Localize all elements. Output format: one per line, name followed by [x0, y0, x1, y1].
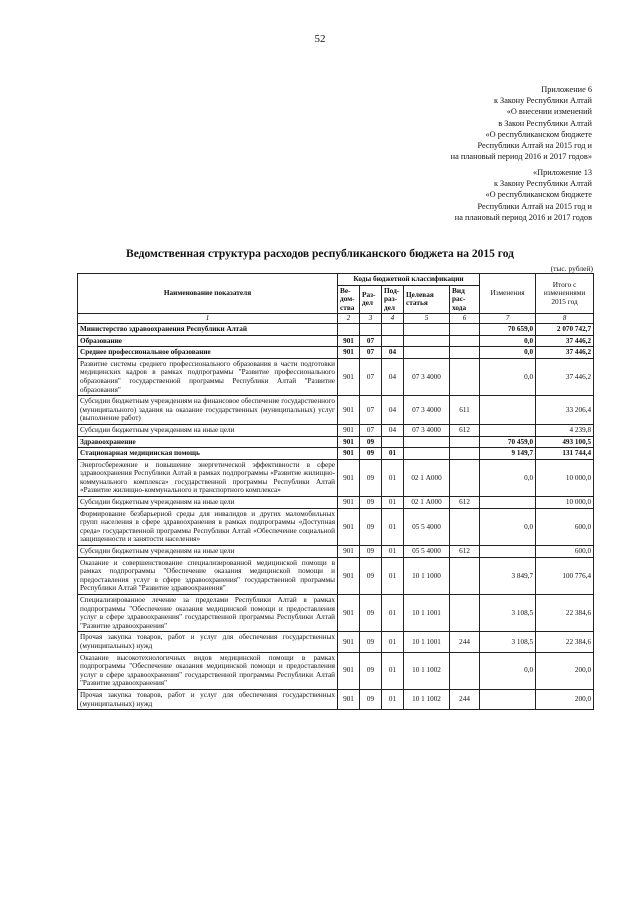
cell-name: Субсидии бюджетным учреждениям на иные цели [78, 424, 338, 436]
cell-razdel: 09 [360, 459, 382, 496]
cell-name: Стационарная медицинская помощь [78, 448, 338, 460]
appendix-line: «О внесении изменений [506, 107, 592, 117]
cell-expense-type: 612 [450, 424, 480, 436]
cell-total: 600,0 [536, 546, 594, 558]
document-title: Ведомственная структура расходов республиканского бюджета на 2015 год [126, 248, 514, 260]
cell-changes: 0,0 [480, 358, 536, 395]
cell-razdel: 07 [360, 396, 382, 425]
cell-article [404, 323, 450, 335]
appendix-line: Республики Алтай на 2015 год и [477, 141, 592, 151]
appendix-line: в Закон Республики Алтай [498, 118, 592, 128]
cell-changes [480, 396, 536, 425]
cell-total: 600,0 [536, 508, 594, 545]
cell-article: 10 1 1002 [404, 652, 450, 689]
cell-changes: 3 108,5 [480, 632, 536, 652]
cell-ved: 901 [338, 689, 360, 709]
cell-ved: 901 [338, 424, 360, 436]
budget-table [77, 273, 594, 710]
header-changes: Изменения [480, 274, 536, 314]
column-number-row [78, 314, 594, 324]
table-row [78, 358, 594, 395]
cell-ved: 901 [338, 546, 360, 558]
cell-total: 200,0 [536, 652, 594, 689]
cell-ved: 901 [338, 508, 360, 545]
cell-expense-type [450, 335, 480, 347]
cell-article: 10 1 1000 [404, 557, 450, 594]
table-row [78, 652, 594, 689]
cell-article [404, 347, 450, 359]
cell-podrazdel: 01 [382, 689, 404, 709]
units-label: (тыс. рублей) [550, 264, 593, 273]
cell-razdel: 07 [360, 424, 382, 436]
header-codes-group: Коды бюджетной классификации [338, 274, 480, 286]
cell-article: 10 1 1001 [404, 595, 450, 632]
cell-razdel: 07 [360, 347, 382, 359]
cell-changes: 70 459,0 [480, 436, 536, 448]
table-row [78, 323, 594, 335]
cell-expense-type [450, 595, 480, 632]
cell-total: 37 446,2 [536, 347, 594, 359]
appendix-line: Республики Алтай на 2015 год и [477, 201, 592, 211]
appendix-line: к Закону Республики Алтай [493, 179, 592, 189]
cell-article: 05 5 4000 [404, 546, 450, 558]
header-total: Итого с изменениями 2015 год [536, 274, 594, 314]
page-number: 52 [314, 33, 326, 45]
cell-article: 07 3 4000 [404, 396, 450, 425]
cell-razdel: 09 [360, 557, 382, 594]
appendix-6-heading [451, 84, 592, 162]
cell-total: 10 000,0 [536, 497, 594, 509]
cell-changes: 3 108,5 [480, 595, 536, 632]
cell-article: 05 5 4000 [404, 508, 450, 545]
cell-changes: 3 849,7 [480, 557, 536, 594]
cell-total: 2 070 742,7 [536, 323, 594, 335]
cell-changes: 0,0 [480, 459, 536, 496]
cell-name: Субсидии бюджетным учреждениям на иные цели [78, 546, 338, 558]
table-row [78, 448, 594, 460]
cell-razdel: 07 [360, 335, 382, 347]
column-number: 6 [450, 314, 480, 324]
cell-podrazdel: 01 [382, 448, 404, 460]
table-row [78, 557, 594, 594]
header-name: Наименование показателя [78, 274, 338, 314]
appendix-line: Приложение 6 [541, 85, 592, 94]
cell-total: 100 776,4 [536, 557, 594, 594]
column-number: 8 [536, 314, 594, 324]
cell-expense-type: 612 [450, 546, 480, 558]
cell-changes [480, 497, 536, 509]
cell-name: Здравоохранение [78, 436, 338, 448]
cell-razdel: 09 [360, 595, 382, 632]
cell-ved: 901 [338, 358, 360, 395]
appendix-line: на плановый период 2016 и 2017 годов [454, 212, 592, 222]
header-podrazdel: Под-раз-дел [382, 285, 404, 314]
column-number: 2 [338, 314, 360, 324]
cell-changes: 9 149,7 [480, 448, 536, 460]
cell-total: 37 446,2 [536, 358, 594, 395]
cell-name: Прочая закупка товаров, работ и услуг для обеспечения государственных (муниципальных) нужд [78, 689, 338, 709]
appendix-line: на плановый период 2016 и 2017 годов» [450, 152, 592, 162]
cell-changes: 0,0 [480, 347, 536, 359]
column-number: 3 [360, 314, 382, 324]
cell-podrazdel: 01 [382, 459, 404, 496]
cell-ved: 901 [338, 595, 360, 632]
cell-podrazdel: 04 [382, 424, 404, 436]
cell-razdel: 09 [360, 508, 382, 545]
cell-razdel: 09 [360, 436, 382, 448]
cell-expense-type: 244 [450, 632, 480, 652]
cell-ved: 901 [338, 347, 360, 359]
cell-expense-type [450, 358, 480, 395]
cell-total: 37 446,2 [536, 335, 594, 347]
table-row [78, 595, 594, 632]
cell-changes: 70 659,0 [480, 323, 536, 335]
cell-changes [480, 546, 536, 558]
cell-expense-type: 612 [450, 497, 480, 509]
column-number: 5 [404, 314, 450, 324]
cell-expense-type [450, 652, 480, 689]
cell-expense-type: 244 [450, 689, 480, 709]
cell-article [404, 448, 450, 460]
cell-name: Формирование безбарьерной среды для инвалидов и других маломобильных групп населения в сфере здравоохранения в рамках подпрограммы «Доступная среда» государственной программы Республики Алтай «Обеспечение социальной защищенности и занятости населения» [78, 508, 338, 545]
appendix-line: к Закону Республики Алтай [493, 96, 592, 106]
cell-article: 10 1 1002 [404, 689, 450, 709]
cell-article: 07 3 4000 [404, 358, 450, 395]
cell-expense-type [450, 347, 480, 359]
cell-ved: 901 [338, 459, 360, 496]
cell-total: 33 206,4 [536, 396, 594, 425]
cell-razdel: 09 [360, 689, 382, 709]
cell-total: 131 744,4 [536, 448, 594, 460]
column-number: 1 [78, 314, 338, 324]
cell-name: Субсидии бюджетным учреждениям на финансовое обеспечение государственного (муниципального) задания на оказание государственных (муниципальных) услуг (выполнение работ) [78, 396, 338, 425]
cell-podrazdel: 01 [382, 632, 404, 652]
cell-ved: 901 [338, 497, 360, 509]
column-number: 7 [480, 314, 536, 324]
cell-article: 10 1 1001 [404, 632, 450, 652]
header-article: Целевая статья [404, 285, 450, 314]
cell-podrazdel [382, 436, 404, 448]
table-row [78, 497, 594, 509]
cell-name: Среднее профессиональное образование [78, 347, 338, 359]
cell-ved [338, 323, 360, 335]
cell-podrazdel: 04 [382, 358, 404, 395]
cell-name: Оказание высокотехнологичных видов медицинской помощи в рамках подпрограммы "Обеспечение оказания медицинской помощи и предоставления услуг в сфере здравоохранения" государственной программы Республики Алтай "Развитие здравоохранения" [78, 652, 338, 689]
header-expense-type: Вид рас-хода [450, 285, 480, 314]
cell-name: Прочая закупка товаров, работ и услуг для обеспечения государственных (муниципальных) нужд [78, 632, 338, 652]
cell-total: 22 384,6 [536, 595, 594, 632]
table-row [78, 396, 594, 425]
cell-razdel: 09 [360, 632, 382, 652]
cell-total: 4 239,8 [536, 424, 594, 436]
cell-expense-type [450, 448, 480, 460]
cell-razdel: 09 [360, 497, 382, 509]
appendix-line: «О республиканском бюджете [485, 190, 592, 200]
cell-razdel: 09 [360, 546, 382, 558]
cell-expense-type [450, 557, 480, 594]
cell-article: 07 3 4000 [404, 424, 450, 436]
table-row [78, 459, 594, 496]
cell-article: 02 1 А000 [404, 497, 450, 509]
cell-changes [480, 424, 536, 436]
cell-name: Оказание и совершенствование специализированной медицинской помощи в рамках подпрограммы "Обеспечение оказания медицинской помощи и предоставления услуг в сфере здравоохранения" государственной программы Республики Алтай "Развитие здравоохранения" [78, 557, 338, 594]
appendix-line: «О республиканском бюджете [485, 129, 592, 139]
cell-podrazdel: 01 [382, 652, 404, 689]
table-row [78, 546, 594, 558]
cell-podrazdel: 01 [382, 595, 404, 632]
cell-podrazdel: 04 [382, 396, 404, 425]
cell-ved: 901 [338, 652, 360, 689]
cell-total: 10 000,0 [536, 459, 594, 496]
cell-total: 200,0 [536, 689, 594, 709]
table-row [78, 689, 594, 709]
cell-podrazdel: 01 [382, 508, 404, 545]
cell-razdel [360, 323, 382, 335]
cell-ved: 901 [338, 436, 360, 448]
cell-expense-type [450, 508, 480, 545]
table-row [78, 335, 594, 347]
cell-article: 02 1 А000 [404, 459, 450, 496]
table-row [78, 347, 594, 359]
cell-name: Образование [78, 335, 338, 347]
cell-ved: 901 [338, 335, 360, 347]
cell-name: Энергосбережение и повышение энергетической эффективности в сфере здравоохранения Республики Алтай в рамках подпрограммы «Развитие жилищно-коммунального комплекса» государственной программы Республики Алтай «Развитие жилищно-коммунального и транспортного комплекса» [78, 459, 338, 496]
cell-expense-type [450, 459, 480, 496]
cell-changes: 0,0 [480, 508, 536, 545]
cell-changes: 0,0 [480, 335, 536, 347]
cell-ved: 901 [338, 557, 360, 594]
table-row [78, 424, 594, 436]
cell-podrazdel [382, 323, 404, 335]
cell-name: Специализированное лечение за пределами Республики Алтай в рамках подпрограммы "Обеспечение оказания медицинской помощи и предоставления услуг в сфере здравоохранения" государственной программы Республики Алтай "Развитие здравоохранения" [78, 595, 338, 632]
cell-ved: 901 [338, 396, 360, 425]
cell-razdel: 09 [360, 448, 382, 460]
cell-ved: 901 [338, 448, 360, 460]
table-row [78, 436, 594, 448]
cell-article [404, 436, 450, 448]
header-razdel: Раз-дел [360, 285, 382, 314]
cell-razdel: 07 [360, 358, 382, 395]
cell-expense-type [450, 436, 480, 448]
cell-ved: 901 [338, 632, 360, 652]
cell-name: Развитие системы среднего профессионального образования в части подготовки медицинских кадров в рамках подпрограммы "Развитие профессионального образования" государственной программы Республики Алтай "Развитие образования" [78, 358, 338, 395]
cell-podrazdel: 01 [382, 557, 404, 594]
cell-expense-type: 611 [450, 396, 480, 425]
cell-razdel: 09 [360, 652, 382, 689]
cell-name: Министерство здравоохранения Республики Алтай [78, 323, 338, 335]
cell-podrazdel: 01 [382, 497, 404, 509]
table-row [78, 632, 594, 652]
cell-changes [480, 689, 536, 709]
cell-total: 22 384,6 [536, 632, 594, 652]
cell-total: 493 100,5 [536, 436, 594, 448]
cell-podrazdel: 04 [382, 347, 404, 359]
cell-podrazdel: 01 [382, 546, 404, 558]
cell-changes: 0,0 [480, 652, 536, 689]
cell-podrazdel [382, 335, 404, 347]
column-number: 4 [382, 314, 404, 324]
cell-article [404, 335, 450, 347]
appendix-13-heading [455, 167, 592, 223]
appendix-line: «Приложение 13 [532, 168, 592, 177]
header-ved: Ве-дом-ства [338, 285, 360, 314]
cell-expense-type [450, 323, 480, 335]
table-row [78, 508, 594, 545]
cell-name: Субсидии бюджетным учреждениям на иные цели [78, 497, 338, 509]
